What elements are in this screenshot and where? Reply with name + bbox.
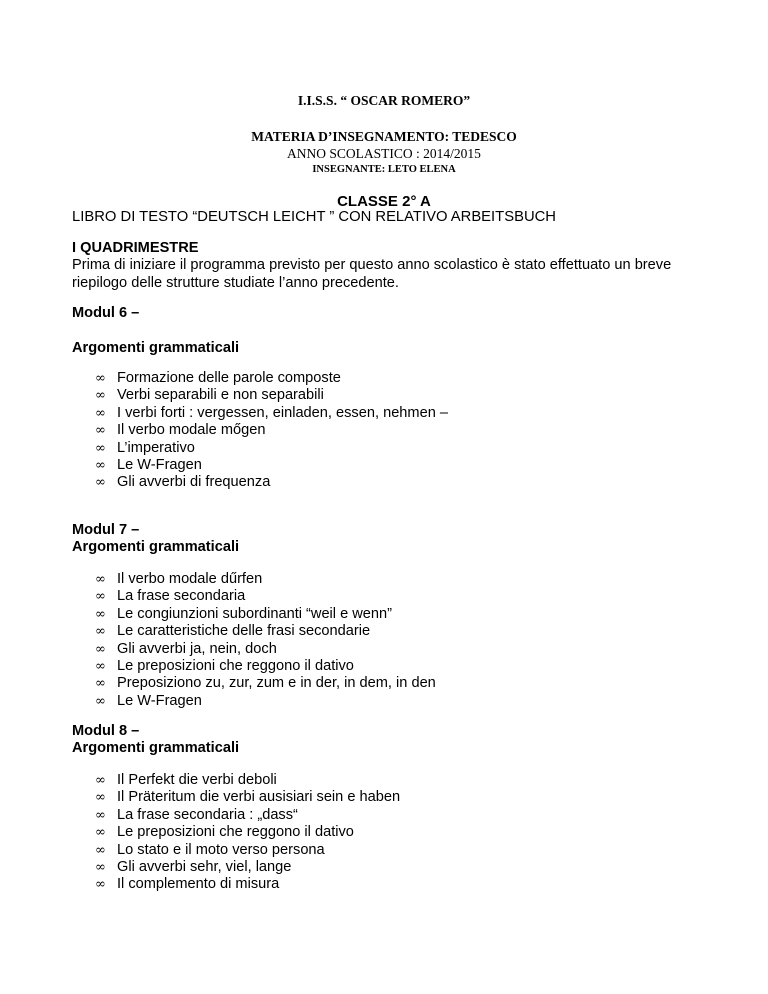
infinity-bullet-icon: ∞ [95,877,106,893]
intro-paragraph [72,257,682,292]
list-item: ∞ La frase secondaria [95,588,246,605]
school-name: I.I.S.S. “ OSCAR ROMERO” [297,93,471,108]
infinity-bullet-icon: ∞ [95,676,106,692]
list-item: ∞ L’imperativo [95,439,195,456]
module-7-list [95,571,436,710]
infinity-bullet-icon: ∞ [95,641,106,657]
infinity-bullet-icon: ∞ [95,457,106,473]
infinity-bullet-icon: ∞ [95,859,106,875]
intro-text: Prima di iniziare il programma previsto per questo anno scolastico è stato effettuato un breve riepilogo delle strutture studiate l’anno precedente. [72,257,672,291]
infinity-bullet-icon: ∞ [95,825,106,841]
infinity-bullet-icon: ∞ [95,371,106,386]
module-8-title: Modul 8 – [72,723,140,739]
school-year: ANNO SCOLASTICO : 2014/2015 [287,146,481,161]
list-item: ∞ La frase secondaria : „dass“ [95,806,298,823]
module-8-list [95,772,400,894]
list-item: ∞ I verbi forti : vergessen, einladen, essen, nehmen – [95,404,448,421]
list-item: ∞ Le preposizioni che reggono il dativo [95,657,354,674]
infinity-bullet-icon: ∞ [95,790,106,806]
infinity-bullet-icon: ∞ [95,572,106,587]
infinity-bullet-icon: ∞ [95,773,106,788]
infinity-bullet-icon: ∞ [95,658,106,674]
infinity-bullet-icon: ∞ [95,388,106,404]
infinity-bullet-icon: ∞ [95,606,106,622]
list-item: ∞ Gli avverbi ja, nein, doch [95,640,277,657]
quadrimestre-heading: I QUADRIMESTRE [72,240,199,256]
list-item: ∞ Le congiunzioni subordinanti “weil e wenn” [95,605,393,622]
module-7-subtitle: Argomenti grammaticali [72,539,240,555]
infinity-bullet-icon: ∞ [95,423,106,439]
module-6-subtitle: Argomenti grammaticali [72,340,240,356]
class-title: CLASSE 2° A [337,193,431,210]
list-item: ∞ Formazione delle parole composte [95,370,341,386]
infinity-bullet-icon: ∞ [95,624,106,640]
list-item: ∞ Preposiziono zu, zur, zum e in der, in dem, in den [95,675,436,692]
subject-line: MATERIA D’INSEGNAMENTO: TEDESCO [251,129,517,144]
list-item: ∞ Il complemento di misura [95,876,280,893]
list-item: ∞ Le preposizioni che reggono il dativo [95,824,354,841]
list-item: ∞ Il Präteritum die verbi ausisiari sein e haben [95,789,401,806]
infinity-bullet-icon: ∞ [95,440,106,456]
infinity-bullet-icon: ∞ [95,589,106,605]
infinity-bullet-icon: ∞ [95,475,106,491]
module-8-subtitle: Argomenti grammaticali [72,740,240,756]
list-item: ∞ Il verbo modale mőgen [95,422,266,439]
module-6-list [95,370,448,492]
list-item: ∞ Le W-Fragen [95,456,202,473]
infinity-bullet-icon: ∞ [95,693,106,709]
module-6-title: Modul 6 – [72,305,140,321]
list-item: ∞ Lo stato e il moto verso persona [95,841,325,858]
list-item: ∞ Il verbo modale dűrfen [95,571,263,587]
infinity-bullet-icon: ∞ [95,842,106,858]
infinity-bullet-icon: ∞ [95,405,106,421]
infinity-bullet-icon: ∞ [95,807,106,823]
list-item: ∞ Le W-Fragen [95,692,202,709]
textbook-line: LIBRO DI TESTO “DEUTSCH LEICHT ” CON RELATIVO ARBEITSBUCH [72,209,556,225]
list-item: ∞ Gli avverbi sehr, viel, lange [95,858,292,875]
list-item: ∞ Verbi separabili e non separabili [95,387,324,404]
module-7-title: Modul 7 – [72,522,140,538]
list-item: ∞ Le caratteristiche delle frasi secondarie [95,623,371,640]
teacher-line: INSEGNANTE: LETO ELENA [312,164,456,175]
list-item: ∞ Il Perfekt die verbi deboli [95,772,277,788]
list-item: ∞ Gli avverbi di frequenza [95,474,271,491]
